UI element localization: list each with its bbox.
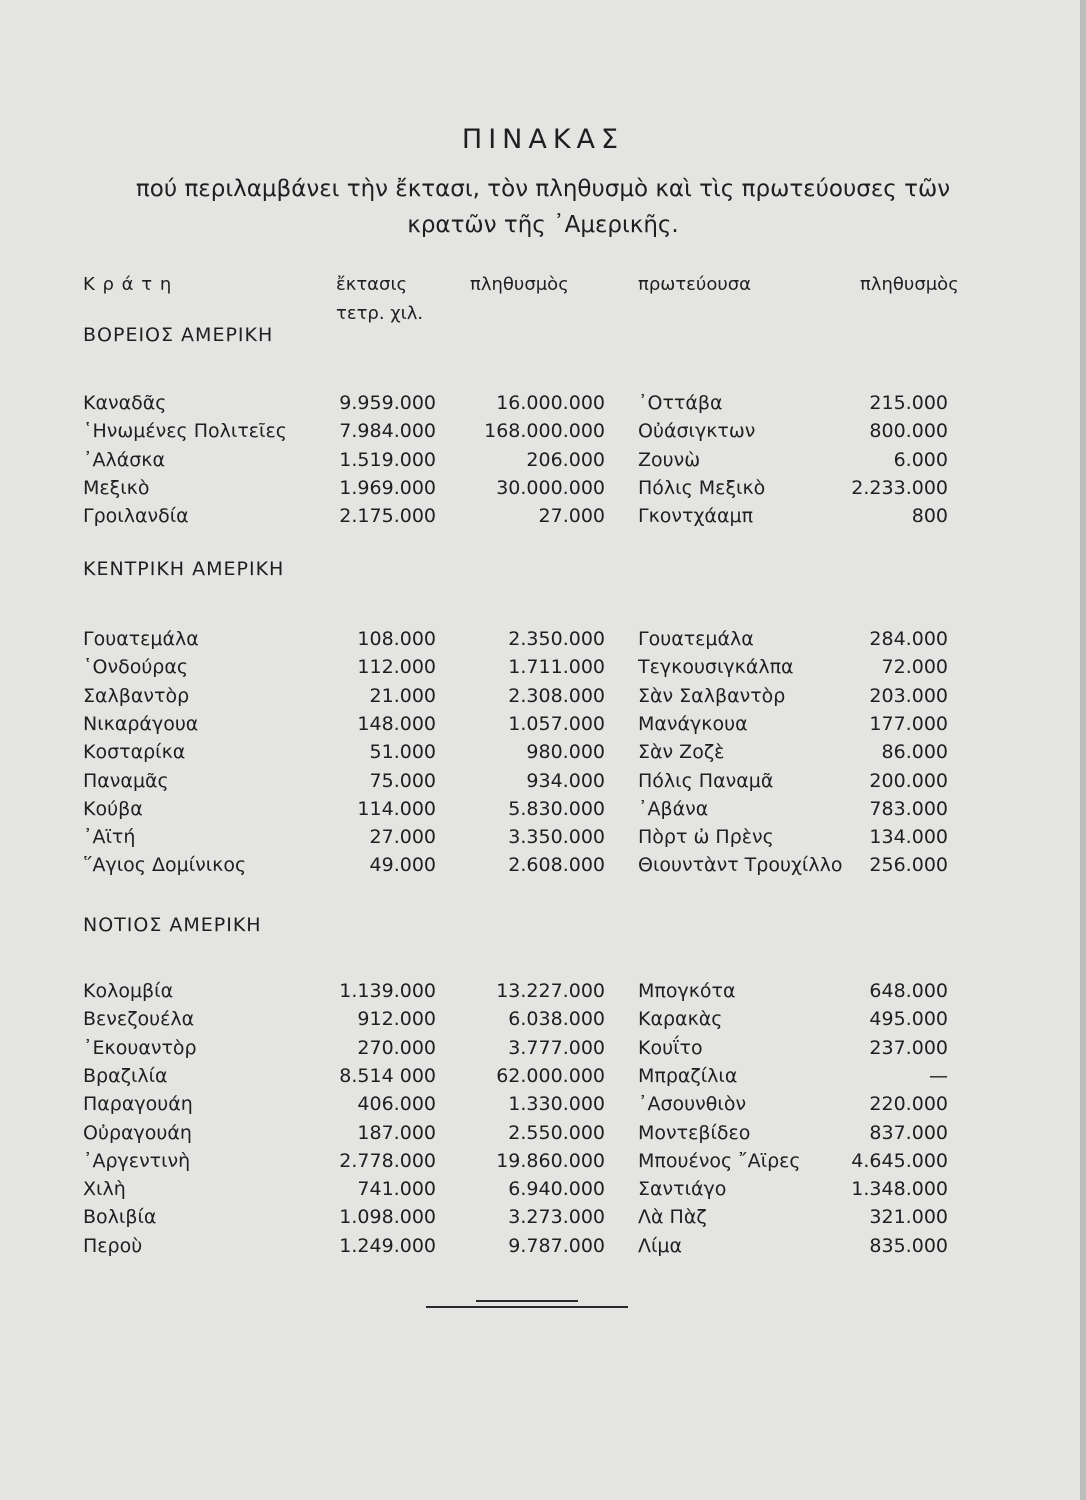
table-row — [0, 1093, 1086, 1121]
table-row — [0, 477, 1086, 505]
state-name: ῾Ηνωμένες Πολιτεῖες — [83, 420, 287, 443]
section-heading: ΚΕΝΤΡΙΚΗ ΑΜΕΡΙΚΗ — [83, 558, 285, 580]
population-value: 3.777.000 — [508, 1036, 605, 1059]
table-row — [0, 1122, 1086, 1150]
population-value: 30.000.000 — [496, 476, 605, 499]
state-name: Βολιβία — [83, 1206, 157, 1229]
capital-name: Γουατεμάλα — [638, 628, 754, 650]
area-value: 270.000 — [357, 1036, 436, 1059]
state-name: Γροιλανδία — [83, 505, 189, 528]
capital-population-value: 6.000 — [893, 448, 948, 471]
population-value: 2.350.000 — [508, 628, 605, 650]
header-capital-population: πληθυσμὸς — [860, 274, 959, 295]
table-row — [0, 1008, 1086, 1036]
state-name: Παραγουάη — [83, 1093, 193, 1116]
population-value: 5.830.000 — [508, 797, 605, 820]
table-row — [0, 656, 1086, 684]
capital-population-value: 800.000 — [869, 420, 948, 443]
header-area-unit: τετρ. χιλ. — [336, 303, 424, 324]
capital-population-value: 2.233.000 — [851, 476, 948, 499]
state-name: Παναμᾶς — [83, 769, 169, 792]
area-value: 741.000 — [357, 1178, 436, 1201]
capital-population-value: 203.000 — [869, 684, 948, 707]
area-value: 2.175.000 — [339, 505, 436, 528]
table-row — [0, 980, 1086, 1008]
area-value: 912.000 — [357, 1008, 436, 1031]
population-value: 980.000 — [526, 741, 605, 764]
table-row — [0, 798, 1086, 826]
end-rule-short — [476, 1300, 578, 1302]
population-value: 1.057.000 — [508, 712, 605, 735]
subtitle-line-1: πού περιλαμβάνει τὴν ἔκτασι, τὸν πληθυσμὸ καὶ τὶς πρωτεύουσες τῶν — [135, 176, 951, 202]
capital-name: Λὰ Πὰζ — [638, 1206, 707, 1229]
area-value: 7.984.000 — [339, 420, 436, 443]
table-row — [0, 1150, 1086, 1178]
capital-population-value: 237.000 — [869, 1036, 948, 1059]
capital-name: Πόλις Παναμᾶ — [638, 769, 774, 792]
capital-name: Ζουνὼ — [638, 448, 701, 471]
area-value: 51.000 — [369, 741, 436, 764]
capital-name: Οὐάσιγκτων — [638, 420, 756, 443]
area-value: 9.959.000 — [339, 392, 436, 414]
table-row — [0, 392, 1086, 420]
area-value: 114.000 — [357, 797, 436, 820]
capital-name: Μανάγκουα — [638, 712, 748, 735]
header-capital: πρωτεύουσα — [638, 274, 752, 295]
area-value: 148.000 — [357, 712, 436, 735]
capital-population-value: 783.000 — [869, 797, 948, 820]
capital-name: Σὰν Ζοζὲ — [638, 741, 725, 764]
capital-name: Πὸρτ ὠ Πρὲνς — [638, 826, 774, 849]
capital-name: Κουΐτο — [638, 1036, 703, 1059]
area-value: 49.000 — [369, 854, 436, 877]
table-row — [0, 449, 1086, 477]
capital-population-value: 220.000 — [869, 1093, 948, 1116]
state-name: Σαλβαντὸρ — [83, 684, 190, 707]
capital-name: Σαντιάγο — [638, 1178, 727, 1201]
population-value: 3.273.000 — [508, 1206, 605, 1229]
capital-name: ᾿Ασουνθιὸν — [638, 1093, 747, 1116]
table-row — [0, 1037, 1086, 1065]
table-row — [0, 505, 1086, 533]
section-heading: ΒΟΡΕΙΟΣ ΑΜΕΡΙΚΗ — [83, 324, 274, 346]
population-value: 1.330.000 — [508, 1093, 605, 1116]
area-value: 1.519.000 — [339, 448, 436, 471]
state-name: Καναδᾶς — [83, 392, 167, 414]
state-name: Νικαράγουα — [83, 712, 199, 735]
capital-population-value: 177.000 — [869, 712, 948, 735]
capital-name: Καρακὰς — [638, 1008, 723, 1031]
population-value: 206.000 — [526, 448, 605, 471]
header-area: ἔκτασις — [336, 274, 408, 295]
header-states: Κ ρ ά τ η — [83, 274, 173, 295]
area-value: 75.000 — [369, 769, 436, 792]
capital-name: Πόλις Μεξικὸ — [638, 476, 766, 499]
capital-population-value: 321.000 — [869, 1206, 948, 1229]
capital-population-value: 200.000 — [869, 769, 948, 792]
state-name: ᾿Αργεντινὴ — [83, 1149, 191, 1172]
population-value: 16.000.000 — [496, 392, 605, 414]
header-population: πληθυσμὸς — [470, 274, 569, 295]
state-name: Χιλὴ — [83, 1178, 126, 1201]
state-name: Οὐραγουάη — [83, 1121, 192, 1144]
page-title: ΠΙΝΑΚΑΣ — [461, 124, 625, 155]
table-row — [0, 1178, 1086, 1206]
population-value: 13.227.000 — [496, 980, 605, 1002]
capital-population-value: 800 — [911, 505, 948, 528]
capital-name: Σὰν Σαλβαντὸρ — [638, 684, 786, 707]
capital-population-value: 1.348.000 — [851, 1178, 948, 1201]
capital-population-value: 495.000 — [869, 1008, 948, 1031]
state-name: ῾Ονδούρας — [83, 656, 189, 679]
population-value: 6.038.000 — [508, 1008, 605, 1031]
state-name: Μεξικὸ — [83, 476, 150, 499]
table-row — [0, 628, 1086, 656]
capital-population-value: 284.000 — [869, 628, 948, 650]
capital-name: ᾿Αβάνα — [638, 797, 709, 820]
population-value: 934.000 — [526, 769, 605, 792]
capital-name: Λίμα — [638, 1234, 683, 1257]
area-value: 2.778.000 — [339, 1149, 436, 1172]
state-name: Κολομβία — [83, 980, 174, 1002]
area-value: 1.969.000 — [339, 476, 436, 499]
state-name: ᾿Εκουαντὸρ — [83, 1036, 197, 1059]
population-value: 168.000.000 — [484, 420, 605, 443]
area-value: 108.000 — [357, 628, 436, 650]
area-value: 187.000 — [357, 1121, 436, 1144]
population-value: 3.350.000 — [508, 826, 605, 849]
capital-population-value: 86.000 — [881, 741, 948, 764]
area-value: 1.139.000 — [339, 980, 436, 1002]
population-value: 1.711.000 — [508, 656, 605, 679]
area-value: 406.000 — [357, 1093, 436, 1116]
capital-name: Μπουένος ῎Αϊρες — [638, 1149, 801, 1172]
population-value: 6.940.000 — [508, 1178, 605, 1201]
capital-name: Τεγκουσιγκάλπα — [638, 656, 794, 679]
capital-population-value: 72.000 — [881, 656, 948, 679]
capital-population-value: 835.000 — [869, 1234, 948, 1257]
area-value: 1.249.000 — [339, 1234, 436, 1257]
state-name: Γουατεμάλα — [83, 628, 199, 650]
population-value: 9.787.000 — [508, 1234, 605, 1257]
area-value: 27.000 — [369, 826, 436, 849]
table-row — [0, 770, 1086, 798]
capital-population-value: 4.645.000 — [851, 1149, 948, 1172]
area-value: 1.098.000 — [339, 1206, 436, 1229]
capital-population-value: 134.000 — [869, 826, 948, 849]
table-row — [0, 854, 1086, 882]
population-value: 2.608.000 — [508, 854, 605, 877]
state-name: ᾿Αλάσκα — [83, 448, 166, 471]
state-name: ῞Αγιος Δομίνικος — [83, 854, 247, 877]
area-value: 21.000 — [369, 684, 436, 707]
capital-population-value: 837.000 — [869, 1121, 948, 1144]
capital-population-value: 215.000 — [869, 392, 948, 414]
area-value: 8.514 000 — [339, 1064, 436, 1087]
state-name: ᾿Αϊτή — [83, 826, 136, 849]
capital-population-value: 648.000 — [869, 980, 948, 1002]
capital-name: Μοντεβίδεο — [638, 1121, 751, 1144]
table-row — [0, 1206, 1086, 1234]
capital-name: ᾿Οττάβα — [638, 392, 723, 414]
capital-name: Γκοντχάαμπ — [638, 505, 754, 528]
state-name: Βραζιλία — [83, 1064, 168, 1087]
state-name: Κούβα — [83, 797, 143, 820]
state-name: Κοσταρίκα — [83, 741, 186, 764]
table-row — [0, 1065, 1086, 1093]
capital-name: Θιουντὰντ Τρουχίλλο — [638, 854, 843, 877]
table-row — [0, 826, 1086, 854]
table-row — [0, 741, 1086, 769]
population-value: 27.000 — [538, 505, 605, 528]
subtitle-line-2: κρατῶν τῆς ᾿Αμερικῆς. — [407, 212, 679, 238]
section-heading: ΝΟΤΙΟΣ ΑΜΕΡΙΚΗ — [83, 914, 262, 936]
state-name: Βενεζουέλα — [83, 1008, 195, 1031]
population-value: 19.860.000 — [496, 1149, 605, 1172]
capital-name: Μπραζίλια — [638, 1064, 738, 1087]
area-value: 112.000 — [357, 656, 436, 679]
table-row — [0, 685, 1086, 713]
population-value: 2.550.000 — [508, 1121, 605, 1144]
capital-population-value: 256.000 — [869, 854, 948, 877]
population-value: 2.308.000 — [508, 684, 605, 707]
table-row — [0, 420, 1086, 448]
table-row — [0, 1235, 1086, 1263]
state-name: Περοὺ — [83, 1234, 143, 1257]
population-value: 62.000.000 — [496, 1064, 605, 1087]
end-rule — [426, 1306, 628, 1308]
capital-population-value: — — [929, 1064, 948, 1087]
table-row — [0, 713, 1086, 741]
capital-name: Μπογκότα — [638, 980, 736, 1002]
